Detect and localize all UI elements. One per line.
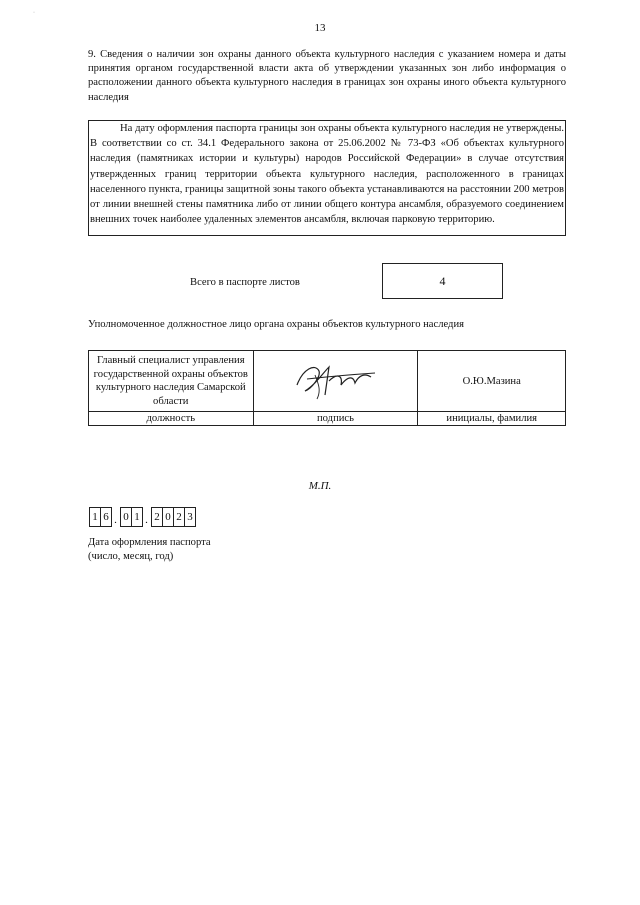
date-day-digit: 6 [100, 507, 112, 527]
date-label [88, 536, 211, 564]
date-separator: . [114, 514, 117, 526]
name-cell [418, 351, 566, 412]
date-month-digit: 0 [120, 507, 132, 527]
official-title: Уполномоченное должностное лицо органа охраны объектов культурного наследия [88, 319, 464, 330]
position-cell [89, 351, 254, 412]
page-number: 13 [314, 22, 326, 34]
date-boxes [89, 507, 195, 527]
signature-row [89, 351, 566, 412]
sheets-count-box [382, 263, 503, 299]
sheets-count-value: 4 [439, 273, 446, 288]
signature-cell [253, 351, 418, 412]
date-year-digit: 2 [173, 507, 185, 527]
zone-info-text: На дату оформления паспорта границы зон охраны объекта культурного наследия не утверждены. В соответствии со ст. 34.1 Федерального закона от 25.06.2002 № 73-ФЗ «Об объектах культурного наследия (памятниках истории и культуры) народов Российской Федерации» в случае отсутствия утвержденных границ территории объекта культурного наследия, расположенного в границах населенного пункта, границы защитной зоны такого объекта устанавливаются на расстоянии 200 метров от линии внешней стены памятника либо от линии общего контура ансамбля, образуемого соединением внешних точек наиболее удаленных элементов ансамбля, включая парковую территорию. [90, 123, 564, 226]
sheets-count-label: Всего в паспорте листов [190, 277, 300, 288]
stamp-placeholder: М.П. [308, 480, 332, 492]
date-year-digit: 3 [184, 507, 196, 527]
label-position: должность [89, 412, 254, 426]
date-separator: . [145, 514, 148, 526]
corner-mark: · [33, 10, 35, 16]
label-signature: подпись [253, 412, 418, 426]
official-name: О.Ю.Мазина [462, 375, 521, 387]
date-day-digit: 1 [89, 507, 101, 527]
date-label-line1: Дата оформления паспорта [88, 537, 211, 548]
signature-table [88, 350, 566, 426]
official-position: Главный специалист управления государственной охраны объектов культурного наследия Самарской области [93, 355, 248, 407]
handwritten-signature [285, 355, 385, 405]
date-month-digit: 1 [131, 507, 143, 527]
label-row [89, 412, 566, 426]
date-year-digit: 0 [162, 507, 174, 527]
section-9-heading: 9. Сведения о наличии зон охраны данного объекта культурного наследия с указанием номера и даты принятия органом государственной власти акта об утверждении указанных зон либо информация о расположении данного объекта культурного наследия в границах зон охраны иного объекта культурного наследия [88, 49, 566, 103]
date-label-line2: (число, месяц, год) [88, 551, 174, 562]
label-name: инициалы, фамилия [418, 412, 566, 426]
date-year-digit: 2 [151, 507, 163, 527]
